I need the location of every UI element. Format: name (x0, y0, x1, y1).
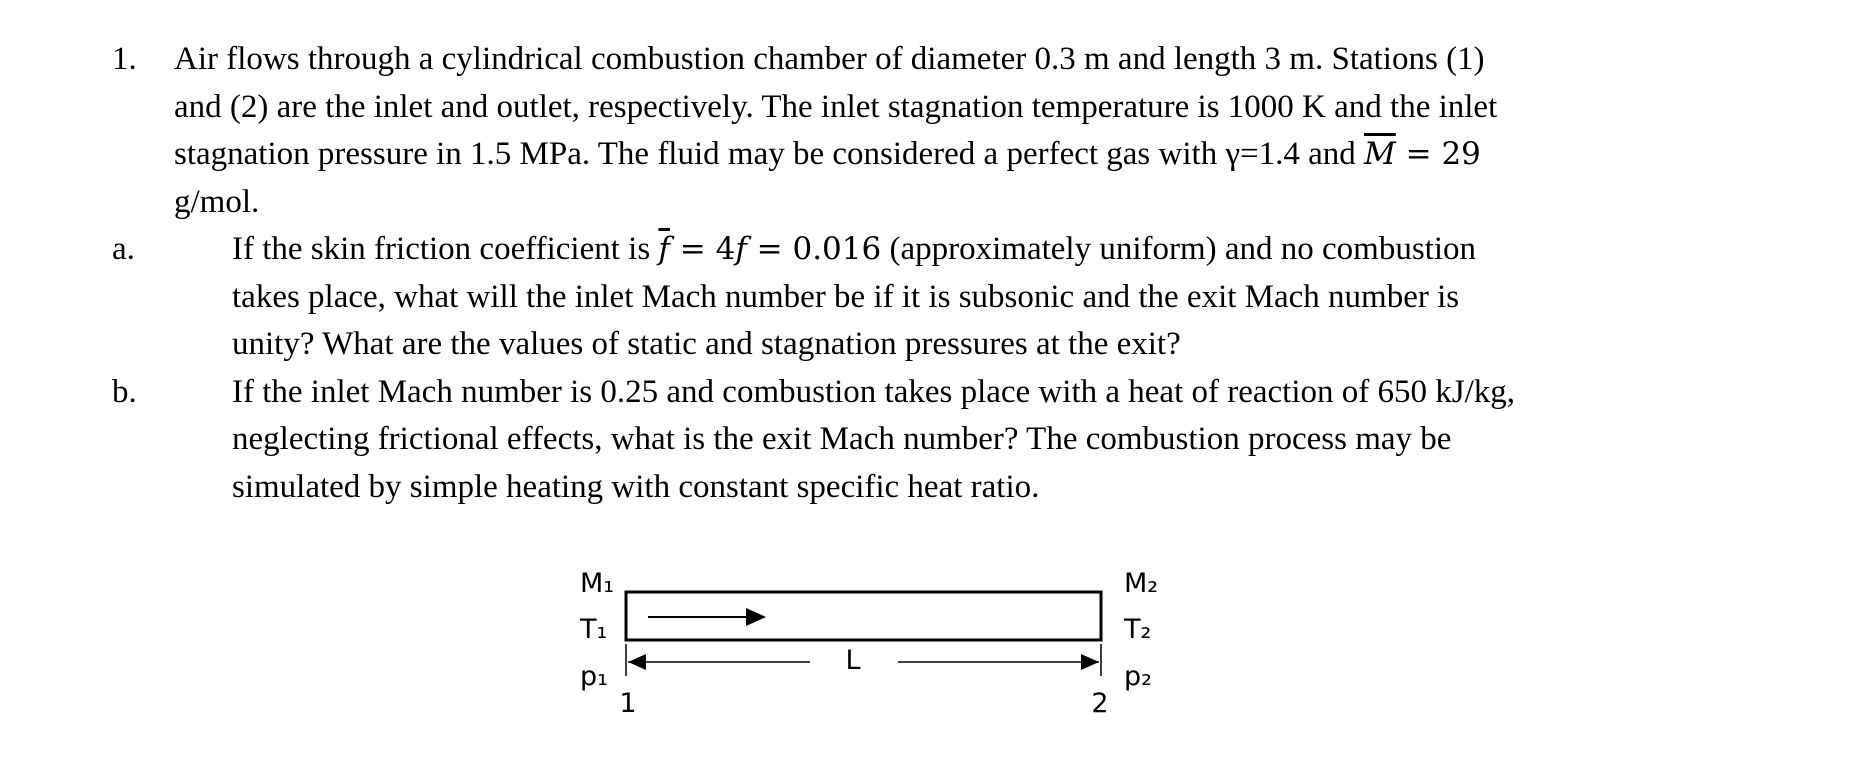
f-bar-symbol: $\overline{f}$ (658, 231, 670, 267)
part-b (112, 369, 1672, 512)
question-intro (174, 36, 1672, 226)
inlet-temp: T₁ (580, 614, 608, 645)
question-number: 1. (112, 41, 137, 77)
part-a-letter: a. (112, 231, 135, 267)
diagram-svg (560, 556, 1200, 726)
part-b-line-3: simulated by simple heating with constant specific heat ratio. (232, 468, 1040, 505)
part-b-line-2: neglecting frictional effects, what is the exit Mach number? The combustion process may be (232, 421, 1452, 457)
length-arrow-left-icon (628, 654, 646, 670)
outlet-temp: T₂ (1124, 614, 1152, 645)
molar-mass-value: = 29 (1395, 136, 1481, 172)
equals-4: = 4 (669, 231, 736, 267)
inlet-pressure: p₁ (580, 661, 608, 692)
part-b-line-1: If the inlet Mach number is 0.25 and combustion takes place with a heat of reaction of 650 kJ/kg, (232, 373, 1515, 410)
combustion-chamber-diagram (560, 556, 1200, 726)
part-a-post: (approximately uniform) and no combustion (881, 231, 1477, 267)
outlet-mach: M₂ (1124, 568, 1159, 599)
inlet-station: 1 (619, 688, 637, 719)
length-arrow-right-icon (1081, 654, 1099, 670)
intro-line-3 (174, 131, 1672, 179)
part-a (112, 226, 1672, 369)
intro-line-2: and (2) are the inlet and outlet, respectively. The inlet stagnation temperature is 1000 K and the inlet (174, 88, 1498, 125)
part-b-letter: b. (112, 373, 137, 410)
intro-line-4: g/mol. (174, 183, 260, 220)
intro-line-3-text: stagnation pressure in 1.5 MPa. The fluid may be considered a perfect gas with γ=1.4 and (174, 136, 1365, 172)
intro-line-1: Air flows through a cylindrical combustion chamber of diameter 0.3 m and length 3 m. Stations (1) (174, 41, 1485, 77)
molar-mass-symbol: $\overline{M}$ (1364, 136, 1396, 172)
part-a-line-3: unity? What are the values of static and stagnation pressures at the exit? (232, 326, 1181, 362)
length-label: L (845, 645, 861, 676)
outlet-pressure: p₂ (1124, 661, 1152, 692)
part-a-pre: If the skin friction coefficient is (232, 231, 659, 267)
part-a-line-2: takes place, what will the inlet Mach number be if it is subsonic and the exit Mach number is (232, 278, 1460, 315)
flow-arrow-head-icon (746, 608, 766, 626)
part-a-line-1 (232, 226, 1672, 274)
outlet-station: 2 (1091, 688, 1109, 719)
question-1 (112, 36, 1672, 511)
f-symbol: f (735, 231, 747, 267)
friction-value: = 0.016 (746, 231, 882, 267)
inlet-mach: M₁ (580, 568, 615, 599)
